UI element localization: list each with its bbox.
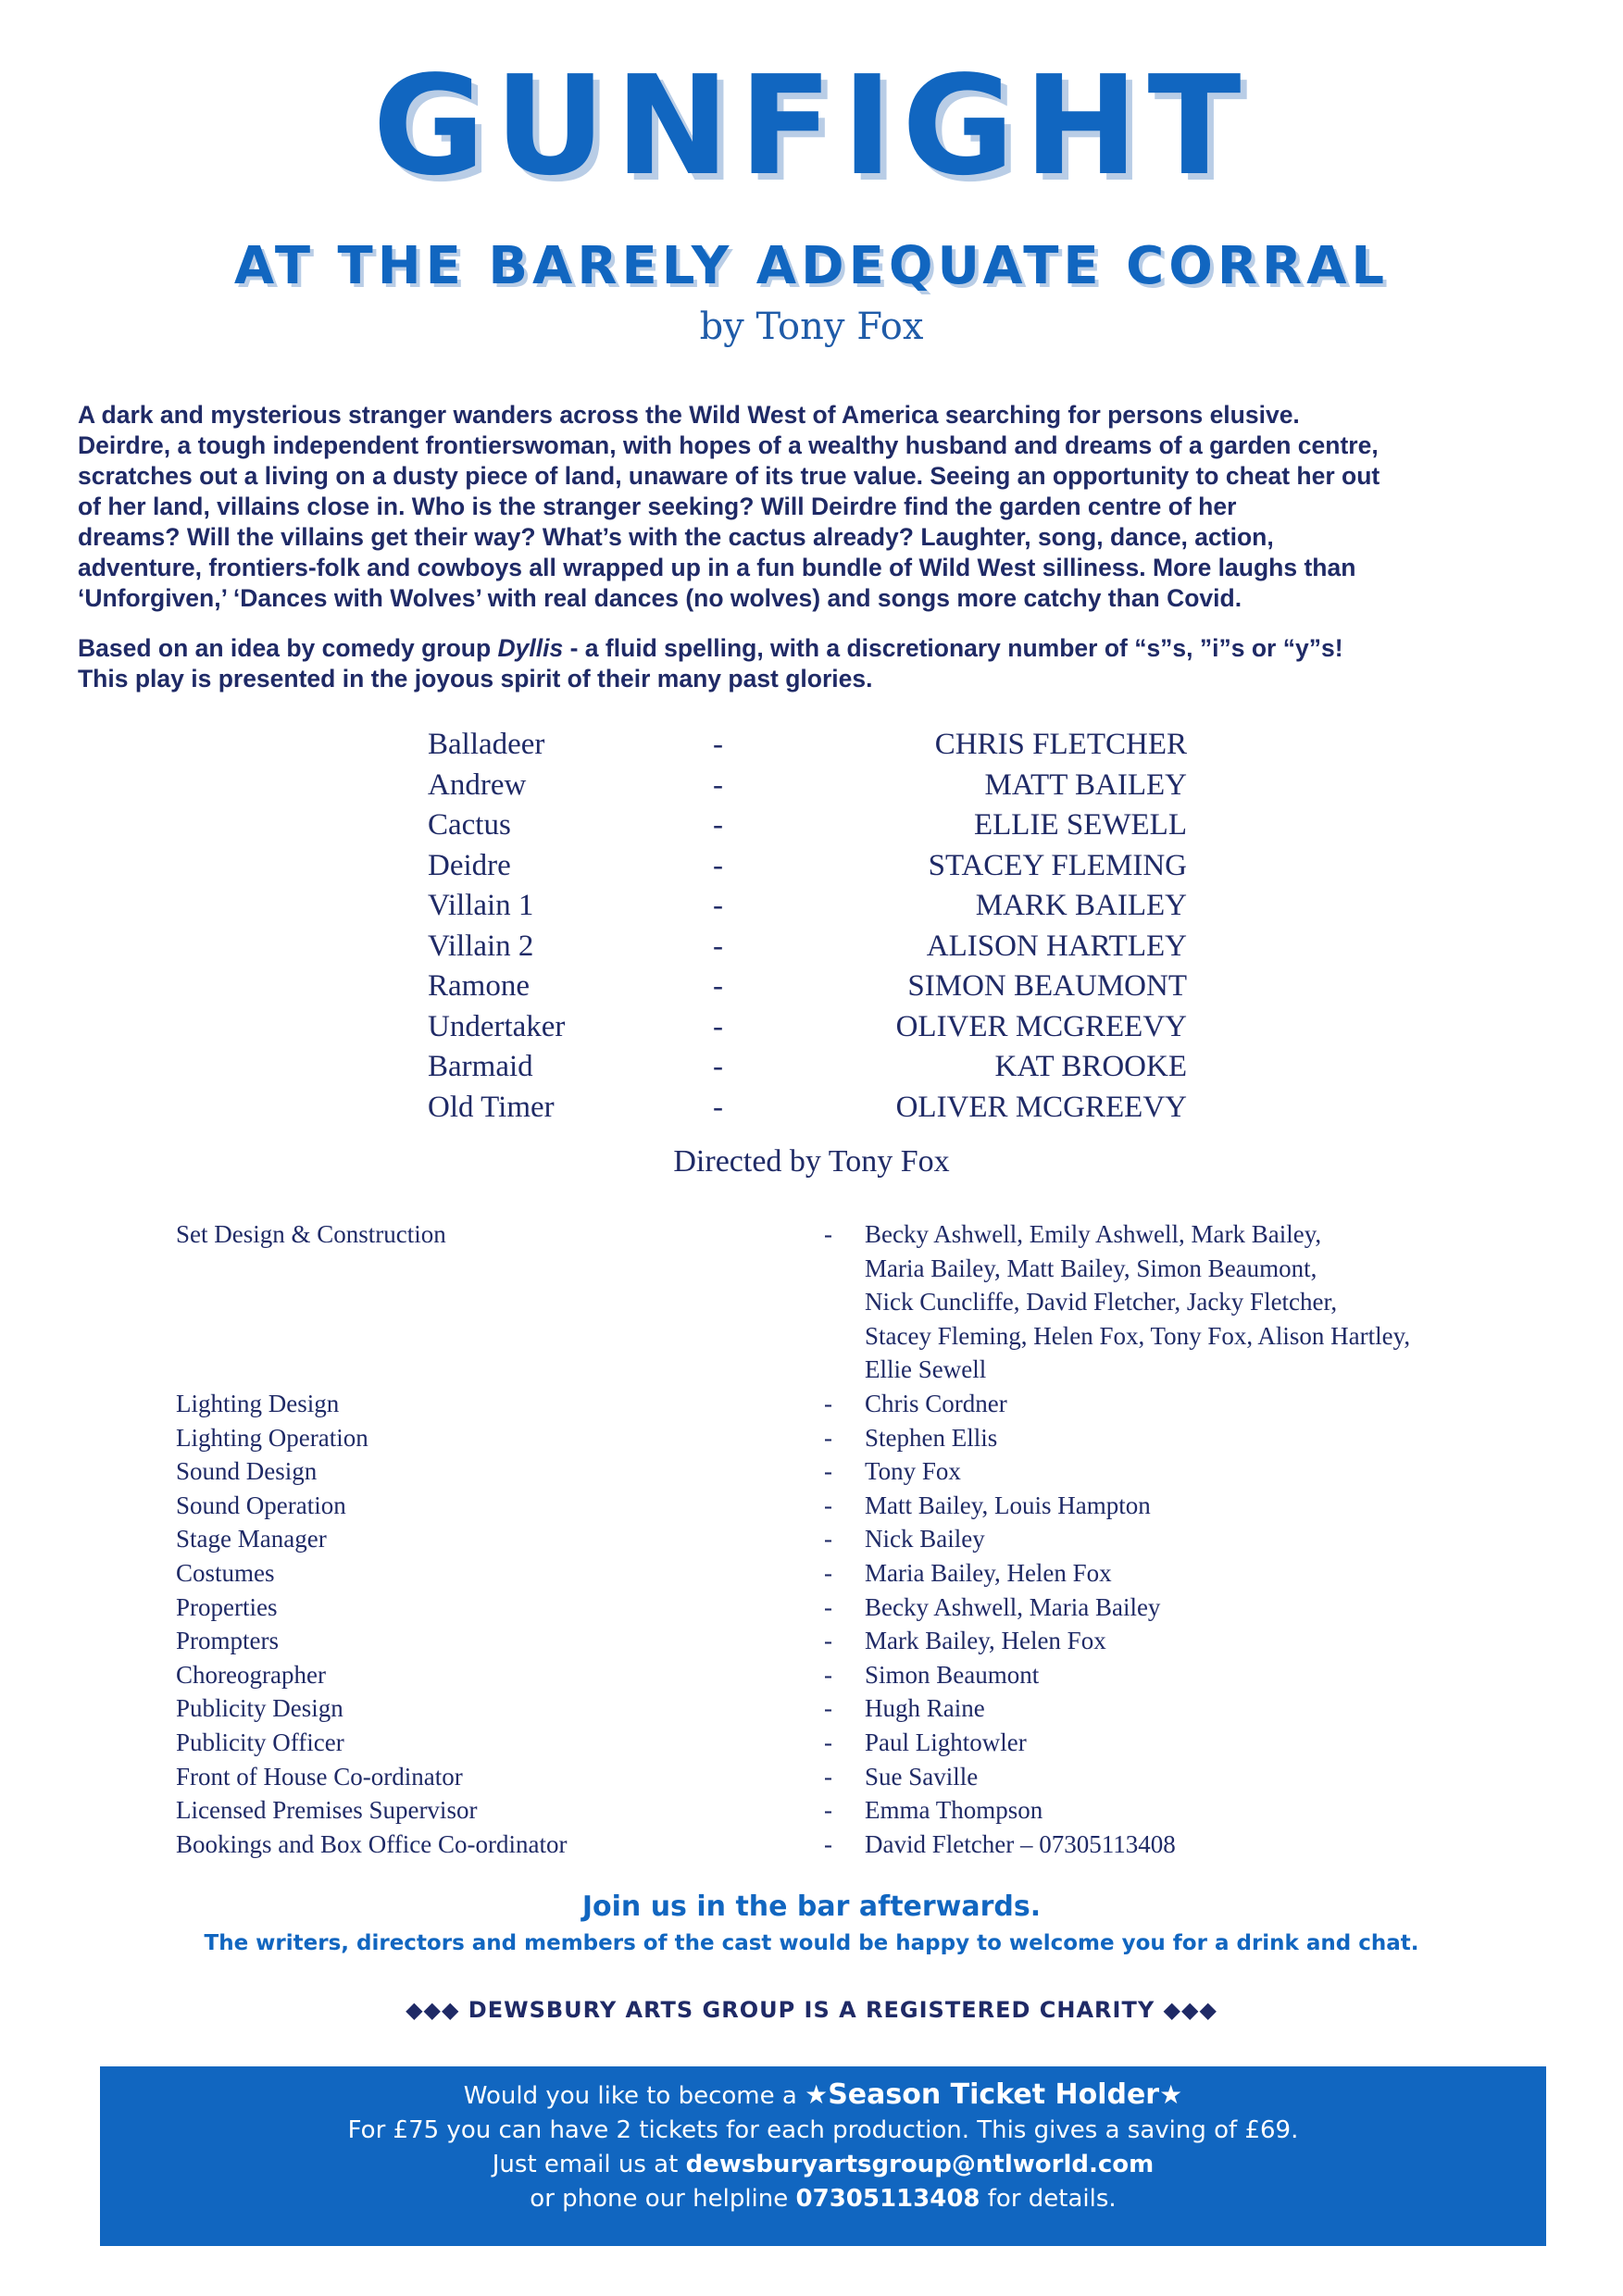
crew-names: Becky Ashwell, Maria Bailey — [865, 1592, 1161, 1621]
cast-role: Deidre — [428, 848, 511, 882]
cast-role: Villain 1 — [428, 889, 534, 922]
crew-row — [176, 1387, 1583, 1421]
season-line-3-prefix: Just email us at — [492, 2151, 686, 2178]
cast-role: Barmaid — [428, 1050, 533, 1083]
crew-row — [176, 1591, 1583, 1625]
crew-names: Maria Bailey, Helen Fox — [865, 1558, 1112, 1587]
crew-dash: - — [824, 1694, 832, 1723]
cast-dash: - — [713, 889, 723, 922]
cast-dash: - — [713, 1009, 723, 1043]
crew-names: Emma Thompson — [865, 1796, 1043, 1825]
crew-dash: - — [824, 1660, 832, 1689]
cast-actor: CHRIS FLETCHER — [934, 728, 1187, 761]
cast-actor: ALISON HARTLEY — [926, 929, 1187, 963]
crew-names: Nick Bailey — [865, 1525, 985, 1554]
cast-actor: OLIVER MCGREEVY — [895, 1090, 1187, 1124]
crew-row — [176, 1691, 1583, 1726]
crew-list — [176, 1217, 1583, 1861]
crew-role: Stage Manager — [176, 1525, 327, 1554]
cast-actor: MATT BAILEY — [984, 767, 1187, 802]
crew-role: Costumes — [176, 1558, 275, 1587]
cast-actor: KAT BROOKE — [994, 1050, 1187, 1083]
cast-role: Villain 2 — [428, 929, 534, 963]
crew-names: Simon Beaumont — [865, 1660, 1040, 1689]
season-line-4 — [100, 2182, 1546, 2216]
season-line-4-prefix: or phone our helpline — [530, 2185, 796, 2213]
crew-dash: - — [824, 1491, 832, 1519]
cast-row — [428, 966, 1187, 1006]
cast-role: Andrew — [428, 767, 527, 802]
cast-actor: MARK BAILEY — [975, 889, 1187, 922]
crew-row — [176, 1217, 1583, 1387]
crew-dash: - — [824, 1829, 832, 1858]
crew-row — [176, 1624, 1583, 1658]
star-icon: ★ — [1159, 2079, 1183, 2110]
synopsis — [78, 400, 1559, 614]
season-line-1 — [100, 2078, 1546, 2114]
cast-role: Old Timer — [428, 1090, 555, 1124]
crew-name-line: Becky Ashwell, Emily Ashwell, Mark Bailey, — [865, 1220, 1322, 1248]
based-on-line-2: This play is presented in the joyous spirit of their many past glories. — [78, 665, 873, 693]
charity-notice: ◆◆◆ DEWSBURY ARTS GROUP IS A REGISTERED CHARITY ◆◆◆ — [406, 1997, 1217, 2023]
cast-list — [428, 724, 1187, 1127]
cast-actor: STACEY FLEMING — [928, 848, 1187, 882]
crew-row — [176, 1658, 1583, 1692]
crew-names: Sue Saville — [865, 1762, 979, 1791]
cast-dash: - — [713, 1090, 723, 1124]
crew-role: Publicity Design — [176, 1694, 343, 1723]
crew-role: Set Design & Construction — [176, 1220, 446, 1248]
crew-dash: - — [824, 1592, 832, 1621]
crew-name-line: Stacey Fleming, Helen Fox, Tony Fox, Alison Hartley, — [865, 1321, 1411, 1350]
cast-row — [428, 1006, 1187, 1047]
crew-role: Lighting Design — [176, 1389, 340, 1417]
cast-row — [428, 885, 1187, 926]
crew-names: Hugh Raine — [865, 1694, 985, 1723]
crew-row — [176, 1522, 1583, 1556]
cast-role: Ramone — [428, 969, 530, 1003]
crew-role: Choreographer — [176, 1660, 326, 1689]
crew-row — [176, 1726, 1583, 1760]
cast-dash: - — [713, 969, 723, 1003]
crew-names: David Fletcher – 07305113408 — [865, 1829, 1176, 1858]
cast-row — [428, 845, 1187, 886]
crew-role: Properties — [176, 1592, 278, 1621]
season-line-4-suffix: for details. — [980, 2185, 1117, 2213]
author-byline: by Tony Fox — [699, 306, 924, 348]
play-subtitle: AT THE BARELY ADEQUATE CORRAL — [233, 236, 1390, 296]
star-icon: ★ — [805, 2079, 829, 2110]
cast-role: Cactus — [428, 808, 511, 842]
season-phone: 07305113408 — [795, 2185, 980, 2213]
crew-names: Chris Cordner — [865, 1389, 1007, 1417]
based-on-note — [78, 633, 1559, 694]
synopsis-line: dreams? Will the villains get their way? What’s with the cactus already? Laughter, song, dance, action, — [78, 523, 1274, 551]
season-line-2: For £75 you can have 2 tickets for each production. This gives a saving of £69. — [347, 2116, 1299, 2144]
crew-role: Sound Operation — [176, 1491, 346, 1519]
crew-dash: - — [824, 1457, 832, 1486]
bar-invite-subtitle: The writers, directors and members of the cast would be happy to welcome you for a drink and chat. — [204, 1931, 1419, 1955]
synopsis-line: ‘Unforgiven,’ ‘Dances with Wolves’ with real dances (no wolves) and songs more catchy than Covid. — [78, 584, 1242, 612]
crew-role: Front of House Co-ordinator — [176, 1762, 463, 1791]
cast-dash: - — [713, 1050, 723, 1083]
based-on-line — [78, 633, 1559, 664]
crew-names — [865, 1217, 1531, 1387]
season-ticket-box — [100, 2066, 1546, 2246]
cast-dash: - — [713, 808, 723, 842]
season-line-3 — [100, 2148, 1546, 2182]
cast-role: Undertaker — [428, 1009, 566, 1043]
crew-names: Mark Bailey, Helen Fox — [865, 1627, 1106, 1655]
based-on-prefix: Based on an idea by comedy group — [78, 634, 498, 662]
crew-role: Licensed Premises Supervisor — [176, 1796, 478, 1825]
crew-dash: - — [824, 1796, 832, 1825]
cast-dash: - — [713, 848, 723, 882]
cast-row — [428, 724, 1187, 765]
synopsis-line: A dark and mysterious stranger wanders across the Wild West of America searching for persons elusive. — [78, 401, 1300, 429]
crew-row — [176, 1421, 1583, 1455]
bar-invite-title: Join us in the bar afterwards. — [581, 1890, 1042, 1923]
cast-dash: - — [713, 767, 723, 802]
cast-row — [428, 926, 1187, 967]
crew-row — [176, 1454, 1583, 1489]
season-line-1-prefix: Would you like to become a — [463, 2082, 805, 2110]
crew-dash: - — [824, 1220, 832, 1248]
crew-row — [176, 1489, 1583, 1523]
cast-actor: SIMON BEAUMONT — [907, 969, 1187, 1003]
season-email-link[interactable]: dewsburyartsgroup@ntlworld.com — [685, 2151, 1155, 2178]
crew-names: Matt Bailey, Louis Hampton — [865, 1491, 1151, 1519]
crew-row — [176, 1828, 1583, 1862]
crew-role: Lighting Operation — [176, 1423, 368, 1452]
synopsis-line: adventure, frontiers-folk and cowboys all wrapped up in a fun bundle of Wild West silliness. More laughs than — [78, 554, 1356, 581]
synopsis-line: scratches out a living on a dusty piece of land, unaware of its true value. Seeing an opportunity to cheat her out — [78, 462, 1380, 490]
director-credit: Directed by Tony Fox — [673, 1144, 950, 1179]
cast-dash: - — [713, 929, 723, 963]
crew-row — [176, 1556, 1583, 1591]
crew-role: Prompters — [176, 1627, 279, 1655]
season-highlight: Season Ticket Holder — [828, 2078, 1160, 2111]
crew-dash: - — [824, 1762, 832, 1791]
crew-dash: - — [824, 1558, 832, 1587]
crew-names: Paul Lightowler — [865, 1728, 1027, 1756]
crew-dash: - — [824, 1525, 832, 1554]
crew-role: Publicity Officer — [176, 1728, 344, 1756]
crew-name-line: Maria Bailey, Matt Bailey, Simon Beaumont, — [865, 1254, 1317, 1282]
cast-actor: OLIVER MCGREEVY — [895, 1009, 1187, 1043]
crew-name-line: Nick Cuncliffe, David Fletcher, Jacky Fletcher, — [865, 1288, 1338, 1316]
synopsis-line: Deirdre, a tough independent frontierswoman, with hopes of a wealthy husband and dreams of a garden centre, — [78, 431, 1379, 459]
crew-names: Stephen Ellis — [865, 1423, 998, 1452]
synopsis-line: of her land, villains close in. Who is the stranger seeking? Will Deirdre find the garden centre of her — [78, 493, 1237, 520]
crew-dash: - — [824, 1389, 832, 1417]
crew-name-line: Ellie Sewell — [865, 1355, 987, 1384]
cast-dash: - — [713, 728, 723, 761]
based-on-suffix: - a fluid spelling, with a discretionary number of “s”s, ”i”s or “y”s! — [563, 634, 1343, 662]
crew-row — [176, 1760, 1583, 1794]
play-title: GUNFIGHT — [372, 46, 1251, 206]
based-on-group: Dyllis — [497, 634, 564, 662]
crew-role: Sound Design — [176, 1457, 318, 1486]
cast-row — [428, 1046, 1187, 1087]
crew-dash: - — [824, 1627, 832, 1655]
cast-row — [428, 765, 1187, 805]
crew-names: Tony Fox — [865, 1457, 961, 1486]
cast-role: Balladeer — [428, 728, 545, 761]
crew-dash: - — [824, 1423, 832, 1452]
crew-role: Bookings and Box Office Co-ordinator — [176, 1829, 568, 1858]
crew-row — [176, 1793, 1583, 1828]
cast-actor: ELLIE SEWELL — [973, 808, 1187, 842]
cast-row — [428, 1087, 1187, 1128]
crew-dash: - — [824, 1728, 832, 1756]
cast-row — [428, 805, 1187, 845]
